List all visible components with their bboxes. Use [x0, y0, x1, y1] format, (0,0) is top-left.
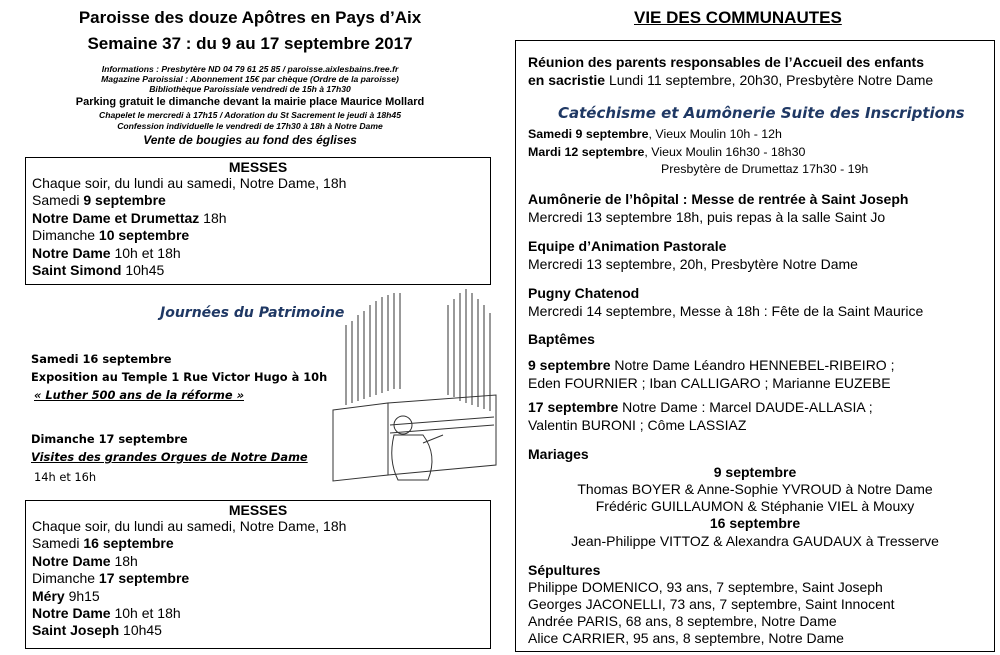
catechism-line: Samedi 9 septembre, Vieux Moulin 10h - 12h [528, 127, 782, 141]
pugny-details: Mercredi 14 septembre, Messe à 18h : Fête de la Saint Maurice [528, 303, 924, 319]
mass-line: Samedi 16 septembre [32, 535, 174, 552]
info-line-library: Bibliothèque Paroissiale vendredi de 15h à 17h30 [149, 84, 351, 94]
patrimoine-times: 14h et 16h [34, 470, 97, 484]
pugny-heading: Pugny Chatenod [528, 285, 640, 301]
parents-meeting-details: en sacristie Lundi 11 septembre, 20h30, Presbytère Notre Dame [528, 72, 934, 88]
info-line-magazine: Magazine Paroissial : Abonnement 15€ par chèque (Ordre de la paroisse) [101, 74, 399, 84]
organ-player-icon [328, 285, 500, 485]
hospital-details: Mercredi 13 septembre 18h, puis repas à la salle Saint Jo [528, 209, 886, 225]
parents-meeting-heading: Réunion des parents responsables de l’Accueil des enfants [528, 54, 925, 70]
community-title: VIE DES COMMUNAUTES [634, 8, 842, 27]
funeral-line: Alice CARRIER, 95 ans, 8 septembre, Notre Dame [528, 630, 844, 646]
baptism-line: Eden FOURNIER ; Iban CALLIGARO ; Marianne EUZEBE [528, 375, 891, 391]
catechism-line: Mardi 12 septembre, Vieux Moulin 16h30 - 18h30 [528, 145, 806, 159]
candles-notice: Vente de bougies au fond des églises [143, 133, 357, 147]
mass-line: Saint Simond 10h45 [32, 262, 165, 279]
hospital-heading: Aumônerie de l’hôpital : Messe de rentrée à Saint Joseph [528, 191, 909, 207]
eap-heading: Equipe d’Animation Pastorale [528, 238, 727, 254]
patrimoine-exhibition: Exposition au Temple 1 Rue Victor Hugo à 10h [31, 370, 328, 384]
mass-line: Notre Dame 10h et 18h [32, 605, 181, 622]
parking-notice: Parking gratuit le dimanche devant la mairie place Maurice Mollard [75, 96, 425, 108]
week-line: Semaine 37 : du 9 au 17 septembre 2017 [87, 34, 413, 53]
info-line-contact: Informations : Presbytère ND 04 79 61 25 85 / paroisse.aixlesbains.free.fr [101, 64, 399, 74]
mass-line: Chaque soir, du lundi au samedi, Notre Dame, 18h [32, 518, 347, 534]
masses-title: MESSES [228, 502, 288, 518]
patrimoine-title: Journées du Patrimoine [160, 305, 345, 321]
patrimoine-saturday: Samedi 16 septembre [31, 352, 172, 366]
wedding-line: Frédéric GUILLAUMON & Stéphanie VIEL à Mouxy [595, 498, 915, 514]
mass-line: Samedi 9 septembre [32, 192, 166, 209]
eap-details: Mercredi 13 septembre, 20h, Presbytère Notre Dame [528, 256, 858, 272]
wedding-line: Thomas BOYER & Anne-Sophie YVROUD à Notre Dame [577, 481, 933, 497]
funeral-line: Georges JACONELLI, 73 ans, 7 septembre, Saint Innocent [528, 596, 895, 612]
mass-line: Dimanche 10 septembre [32, 227, 190, 244]
mass-line: Saint Joseph 10h45 [32, 622, 162, 639]
baptisms-heading: Baptêmes [528, 331, 595, 347]
baptism-line: 9 septembre Notre Dame Léandro HENNEBEL-RIBEIRO ; [528, 357, 895, 373]
masses-box-week2 [25, 500, 491, 649]
funeral-line: Philippe DOMENICO, 93 ans, 7 septembre, Saint Joseph [528, 579, 883, 595]
mass-line: Notre Dame et Drumettaz 18h [32, 209, 227, 226]
funeral-line: Andrée PARIS, 68 ans, 8 septembre, Notre Dame [528, 613, 837, 629]
mass-line: Notre Dame 10h et 18h [32, 244, 181, 261]
info-line-chapelet: Chapelet le mercredi à 17h15 / Adoration du St Sacrement le jeudi à 18h45 [98, 110, 401, 120]
wedding-date: 9 septembre [713, 464, 797, 480]
mass-line: Notre Dame 18h [32, 552, 138, 569]
baptism-line: 17 septembre Notre Dame : Marcel DAUDE-ALLASIA ; [528, 399, 873, 415]
patrimoine-organ-visits: Visites des grandes Orgues de Notre Dame [31, 450, 308, 464]
masses-box-week1 [25, 157, 491, 285]
weddings-heading: Mariages [528, 446, 589, 462]
mass-line: Chaque soir, du lundi au samedi, Notre Dame, 18h [32, 175, 347, 191]
info-line-confession: Confession individuelle le vendredi de 17h30 à 18h à Notre Dame [117, 121, 383, 131]
catechism-title: Catéchisme et Aumônerie Suite des Inscriptions [558, 104, 965, 122]
catechism-line: Presbytère de Drumettaz 17h30 - 19h [661, 162, 869, 176]
wedding-date: 16 septembre [709, 515, 801, 531]
patrimoine-luther: « Luther 500 ans de la réforme » [34, 388, 244, 402]
masses-title: MESSES [228, 159, 288, 175]
mass-line: Méry 9h15 [32, 587, 100, 604]
baptism-line: Valentin BURONI ; Côme LASSIAZ [528, 417, 747, 433]
funerals-heading: Sépultures [528, 562, 601, 578]
parish-title: Paroisse des douze Apôtres en Pays d’Aix [78, 8, 422, 27]
mass-line: Dimanche 17 septembre [32, 570, 190, 587]
wedding-line: Jean-Philippe VITTOZ & Alexandra GAUDAUX à Tresserve [571, 533, 939, 549]
patrimoine-sunday: Dimanche 17 septembre [31, 432, 188, 446]
